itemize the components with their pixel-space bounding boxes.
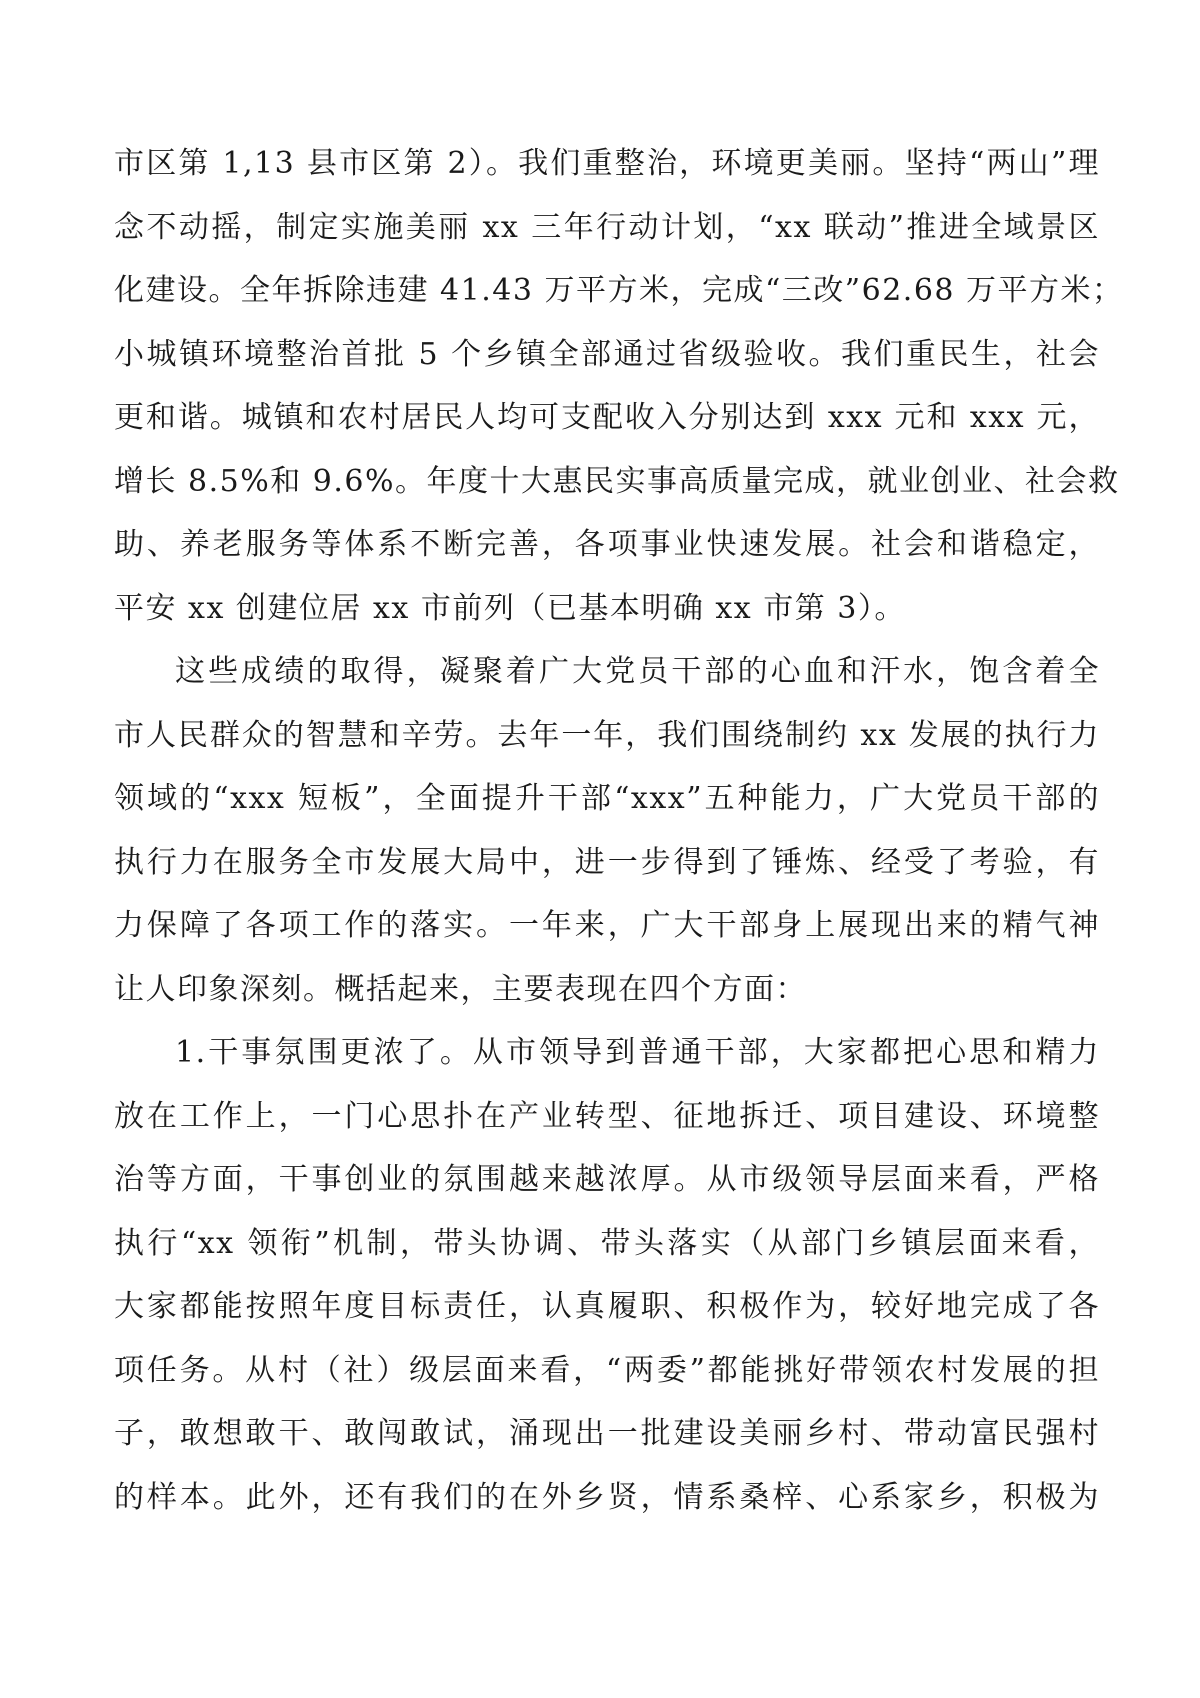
text-line: 大家都能按照年度目标责任，认真履职、积极作为，较好地完成了各 — [114, 1289, 1100, 1324]
paragraph-point-1 — [114, 1021, 1100, 1529]
text-line: 项任务。从村（社）级层面来看，“两委”都能挑好带领农村发展的担 — [114, 1352, 1100, 1388]
text-line: 让人印象深刻。概括起来，主要表现在四个方面： — [114, 971, 807, 1007]
text-line: 治等方面，干事创业的氛围越来越浓厚。从市级领导层面来看，严格 — [114, 1162, 1100, 1197]
text-line: 的样本。此外，还有我们的在外乡贤，情系桑梓、心系家乡，积极为 — [114, 1479, 1100, 1515]
text-line: 助、养老服务等体系不断完善，各项事业快速发展。社会和谐稳定， — [114, 527, 1100, 562]
text-line: 市人民群众的智慧和辛劳。去年一年，我们围绕制约 xx 发展的执行力 — [114, 717, 1100, 753]
text-line: 市区第 1,13 县市区第 2）。我们重整治，环境更美丽。坚持“两山”理 — [114, 146, 1100, 181]
text-line: 化建设。全年拆除违建 41.43 万平方米，完成“三改”62.68 万平方米； — [114, 273, 1124, 308]
text-line: 放在工作上，一门心思扑在产业转型、征地拆迁、项目建设、环境整 — [114, 1098, 1100, 1134]
text-line: 力保障了各项工作的落实。一年来，广大干部身上展现出来的精气神 — [114, 908, 1100, 943]
text-line: 念不动摇，制定实施美丽 xx 三年行动计划，“xx 联动”推进全域景区 — [114, 209, 1100, 245]
text-line: 增长 8.5%和 9.6%。年度十大惠民实事高质量完成，就业创业、社会救 — [114, 463, 1120, 499]
document-body — [114, 132, 1124, 1529]
text-line: 执行力在服务全市发展大局中，进一步得到了锤炼、经受了考验，有 — [114, 844, 1100, 880]
text-line: 领域的“xxx 短板”，全面提升干部“xxx”五种能力，广大党员干部的 — [114, 781, 1100, 816]
paragraph-summary — [114, 640, 1100, 1021]
paragraph-achievements — [114, 132, 1124, 640]
text-line: 子，敢想敢干、敢闯敢试，涌现出一批建设美丽乡村、带动富民强村 — [114, 1416, 1100, 1451]
text-line: 平安 xx 创建位居 xx 市前列（已基本明确 xx 市第 3）。 — [114, 590, 906, 626]
text-line: 执行“xx 领衔”机制，带头协调、带头落实（从部门乡镇层面来看， — [114, 1225, 1100, 1261]
text-line: 这些成绩的取得，凝聚着广大党员干部的心血和汗水，饱含着全 — [175, 654, 1100, 689]
text-line: 小城镇环境整治首批 5 个乡镇全部通过省级验收。我们重民生，社会 — [114, 336, 1100, 372]
text-line: 1.干事氛围更浓了。从市领导到普通干部，大家都把心思和精力 — [175, 1035, 1100, 1070]
text-line: 更和谐。城镇和农村居民人均可支配收入分别达到 xxx 元和 xxx 元， — [114, 400, 1100, 435]
